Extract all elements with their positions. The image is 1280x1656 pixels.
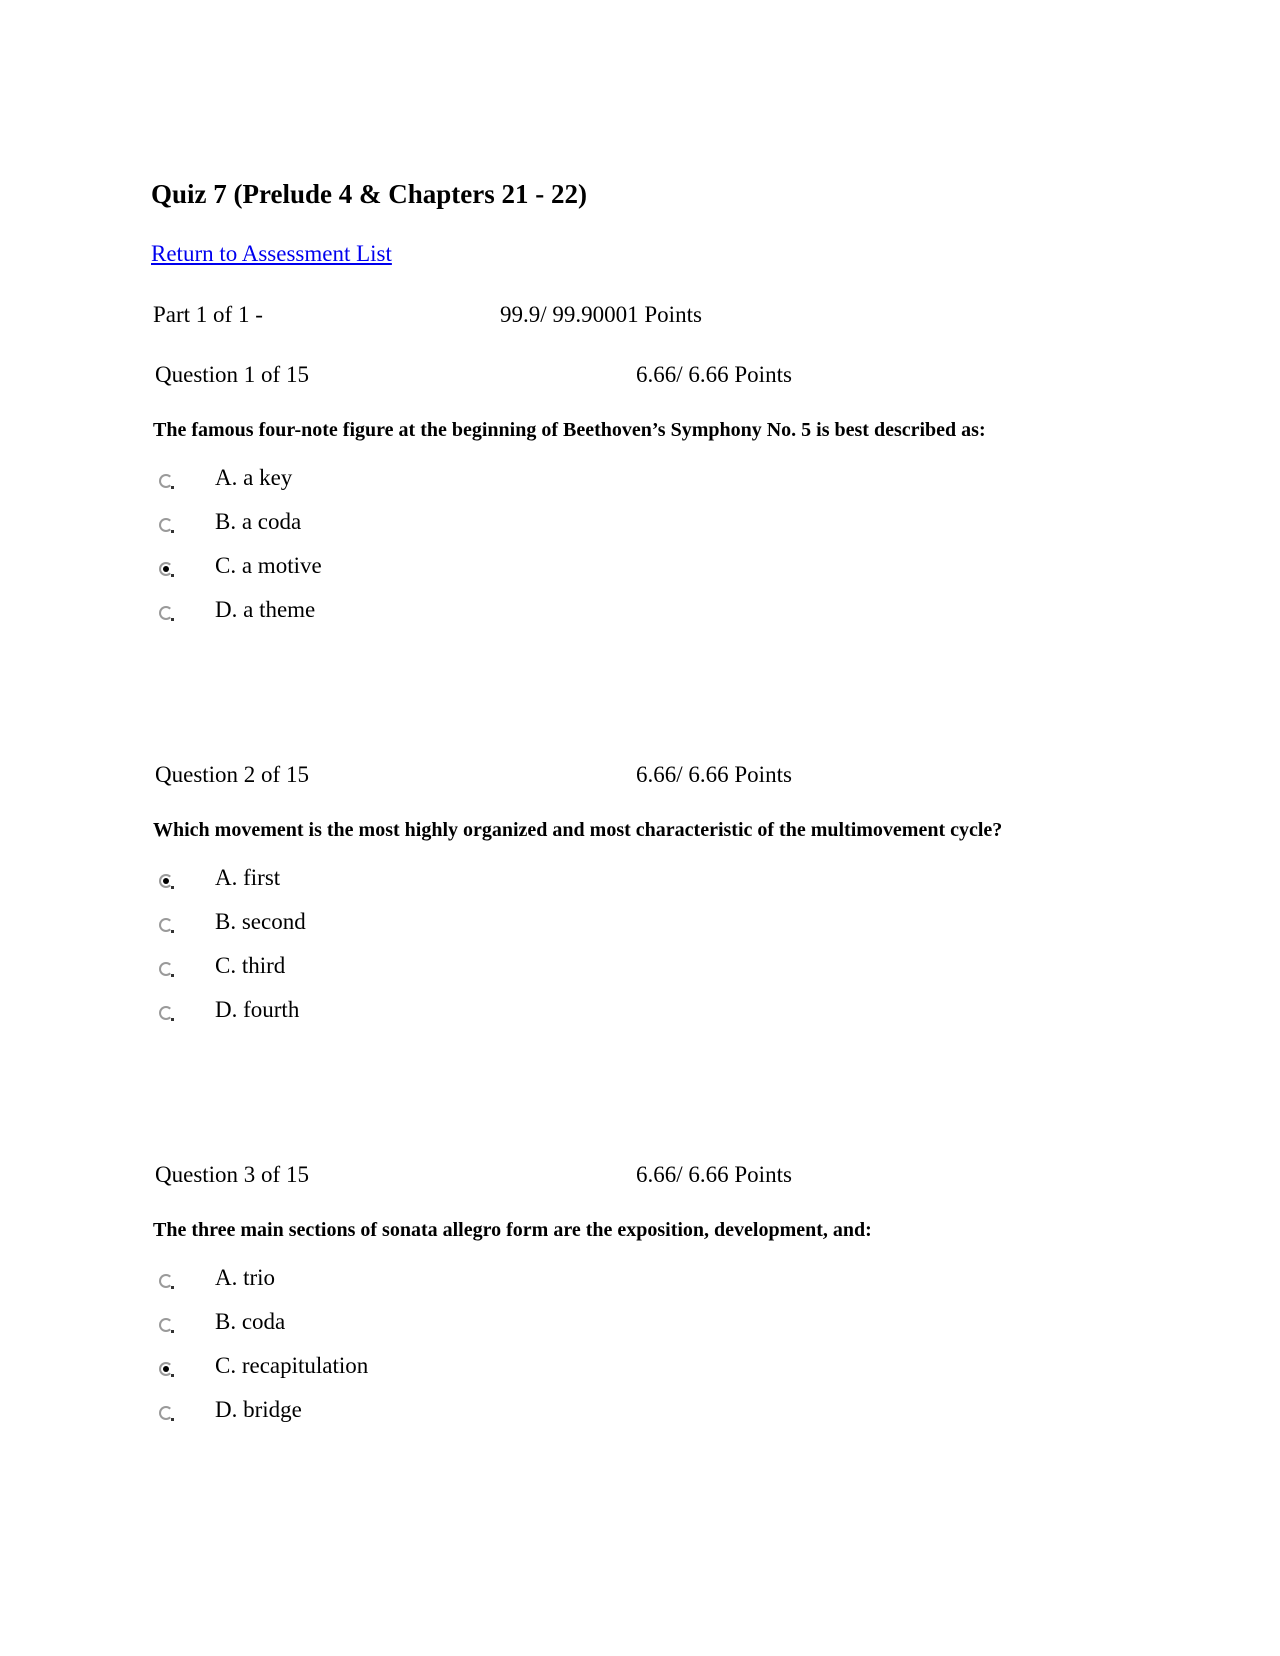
answer-label: D. fourth — [215, 997, 300, 1022]
answer-label: D. bridge — [215, 1397, 302, 1422]
question-text: The famous four-note figure at the beginning of Beethoven’s Symphony No. 5 is best described as: — [153, 419, 986, 441]
answer-label: A. trio — [215, 1265, 276, 1290]
radio-button[interactable] — [159, 518, 173, 532]
radio-button[interactable] — [159, 1318, 173, 1332]
radio-button[interactable] — [159, 918, 173, 932]
page-title: Quiz 7 (Prelude 4 & Chapters 21 - 22) — [151, 179, 587, 209]
answer-label: B. second — [215, 909, 306, 934]
answer-label: D. a theme — [215, 597, 316, 622]
radio-button-selected[interactable] — [159, 874, 173, 888]
answer-label: B. coda — [215, 1309, 286, 1334]
question-points: 6.66/ 6.66 Points — [636, 762, 792, 787]
answer-label: B. a coda — [215, 509, 302, 534]
radio-button[interactable] — [159, 474, 173, 488]
question-2 — [153, 762, 1113, 1022]
radio-button[interactable] — [159, 606, 173, 620]
question-number: Question 1 of 15 — [155, 362, 309, 387]
question-3 — [153, 1162, 1113, 1422]
answer-label: A. a key — [215, 465, 293, 490]
answer-label: C. a motive — [215, 553, 322, 578]
question-header — [153, 1162, 1113, 1194]
question-text: The three main sections of sonata allegro form are the exposition, development, and: — [153, 1219, 872, 1241]
radio-button[interactable] — [159, 962, 173, 976]
part-summary — [153, 302, 853, 334]
radio-button-selected[interactable] — [159, 1362, 173, 1376]
question-header — [153, 362, 1113, 394]
question-number: Question 3 of 15 — [155, 1162, 309, 1187]
part-points: 99.9/ 99.90001 Points — [500, 302, 702, 327]
question-number: Question 2 of 15 — [155, 762, 309, 787]
question-points: 6.66/ 6.66 Points — [636, 362, 792, 387]
radio-button[interactable] — [159, 1406, 173, 1420]
part-label: Part 1 of 1 - — [153, 302, 263, 327]
question-1 — [153, 362, 1113, 622]
answer-label: A. first — [215, 865, 281, 890]
radio-button[interactable] — [159, 1274, 173, 1288]
answer-label: C. recapitulation — [215, 1353, 369, 1378]
radio-button[interactable] — [159, 1006, 173, 1020]
radio-button-selected[interactable] — [159, 562, 173, 576]
question-header — [153, 762, 1113, 794]
answer-label: C. third — [215, 953, 286, 978]
question-points: 6.66/ 6.66 Points — [636, 1162, 792, 1187]
question-text: Which movement is the most highly organized and most characteristic of the multimovement cycle? — [153, 819, 1003, 841]
return-to-assessment-list-link[interactable]: Return to Assessment List — [151, 241, 392, 266]
